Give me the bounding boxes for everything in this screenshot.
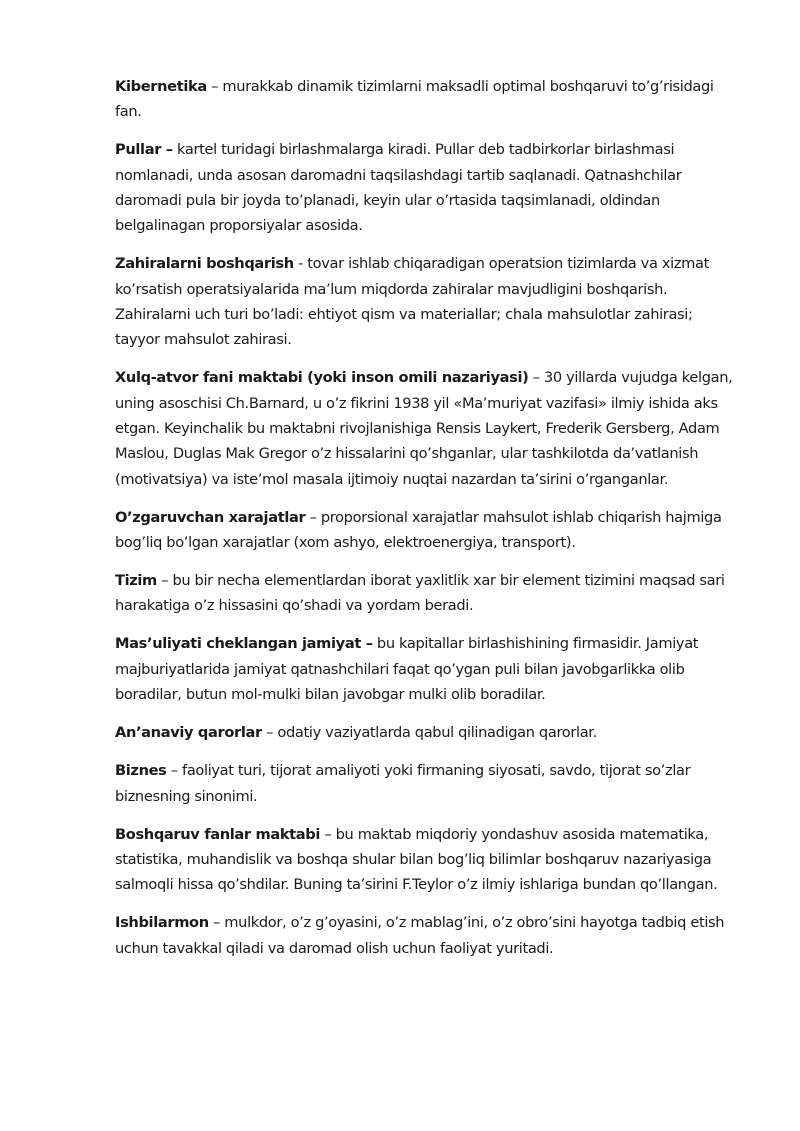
entry-term: Boshqaruv fanlar maktabi <box>115 825 321 843</box>
entry-definition: – bu bir necha elementlardan iborat yaxlitlik xar bir element tizimini maqsad sari harakatiga o’z hissasini qo’shadi va yordam beradi. <box>115 572 725 615</box>
entry-term: Tizim <box>115 572 157 590</box>
entry-definition: – faoliyat turi, tijorat amaliyoti yoki firmaning siyosati, savdo, tijorat so’zlar biznesning sinonimi. <box>115 762 691 805</box>
glossary-entry-xulq-atvor <box>115 365 741 491</box>
entry-definition: – 30 yillarda vujudga kelgan, uning asoschisi Ch.Barnard, u o’z fikrini 1938 yil «Ma’muriyat vazifasi» ilmiy ishida aks etgan. Keyinchalik bu maktabni rivojlanishiga Rensis Laykert, Frederik Gersberg, Adam Maslou, Duglas Mak Gregor o’z hissalarini qo’shganlar, ular tashkilotda da’vatlanish (motivatsiya) va iste’mol masala ijtimoiy nuqtai nazardan ta’sirini o’rganganlar. <box>115 369 733 488</box>
entry-term: Pullar – <box>115 141 173 159</box>
glossary-entry-masuliyati-cheklangan-jamiyat <box>115 631 741 707</box>
entry-term: Zahiralarni boshqarish <box>115 255 294 273</box>
glossary-entry-ishbilarmon <box>115 910 741 961</box>
glossary-entry-zahiralarni-boshqarish <box>115 251 741 352</box>
document-page <box>115 74 741 974</box>
entry-definition: – bu maktab miqdoriy yondashuv asosida matematika, statistika, muhandislik va boshqa shular bilan bog’liq bilimlar boshqaruv nazariyasiga salmoqli hissa qo’shdilar. Buning ta’sirini F.Teylor o’z ilmiy ishlariga bundan qo’llangan. <box>115 825 718 894</box>
entry-term: Xulq-atvor fani maktabi (yoki inson omili nazariyasi) <box>115 369 529 387</box>
entry-definition: – murakkab dinamik tizimlarni maksadli optimal boshqaruvi to’g’risidagi fan. <box>115 78 714 121</box>
entry-definition: kartel turidagi birlashmalarga kiradi. Pullar deb tadbirkorlar birlashmasi nomlanadi, unda asosan daromadni taqsilashdagi tartib saqlanadi. Qatnashchilar daromadi pula bir joyda to’planadi, keyin ular o’rtasida taqsimlanadi, oldindan belgalinagan proporsiyalar asosida. <box>115 141 682 235</box>
entry-term: O’zgaruvchan xarajatlar <box>115 508 306 526</box>
glossary-entry-boshqaruv-fanlar-maktabi <box>115 822 741 898</box>
glossary-entry-kibernetika <box>115 74 741 125</box>
entry-term: Biznes <box>115 762 167 780</box>
entry-term: Mas’uliyati cheklangan jamiyat – <box>115 635 373 653</box>
entry-term: Kibernetika <box>115 78 207 95</box>
entry-term: An’anaviy qarorlar <box>115 724 262 742</box>
entry-definition: – odatiy vaziyatlarda qabul qilinadigan qarorlar. <box>261 724 597 742</box>
entry-definition: – mulkdor, o’z g’oyasini, o’z mablag’ini, o’z obro’sini hayotga tadbiq etish uchun tavakkal qiladi va daromad olish uchun faoliyat yuritadi. <box>115 914 725 957</box>
entry-definition: bu kapitallar birlashishining firmasidir. Jamiyat majburiyatlarida jamiyat qatnashchilari faqat qo’ygan puli bilan javobgarlikka olib boradilar, butun mol-mulki bilan javobgar mulki olib boradilar. <box>115 635 699 704</box>
glossary-entry-pullar <box>115 137 741 238</box>
glossary-entry-tizim <box>115 568 741 619</box>
entry-definition: – proporsional xarajatlar mahsulot ishlab chiqarish hajmiga bog’liq bo’lgan xarajatlar (xom ashyo, elektroenergiya, transport). <box>115 508 722 551</box>
glossary-entry-biznes <box>115 758 741 809</box>
glossary-entry-ozgaruvchan-xarajatlar <box>115 505 741 556</box>
glossary-entry-ananaviy-qarorlar <box>115 720 741 745</box>
entry-term: Ishbilarmon <box>115 914 209 932</box>
entry-definition: - tovar ishlab chiqaradigan operatsion tizimlarda va xizmat ko’rsatish operatsiyalarida ma’lum miqdorda zahiralar mavjudligini boshqarish. Zahiralarni uch turi bo’ladi: ehtiyot qism va materiallar; chala mahsulotlar zahirasi; tayyor mahsulot zahirasi. <box>115 255 709 349</box>
